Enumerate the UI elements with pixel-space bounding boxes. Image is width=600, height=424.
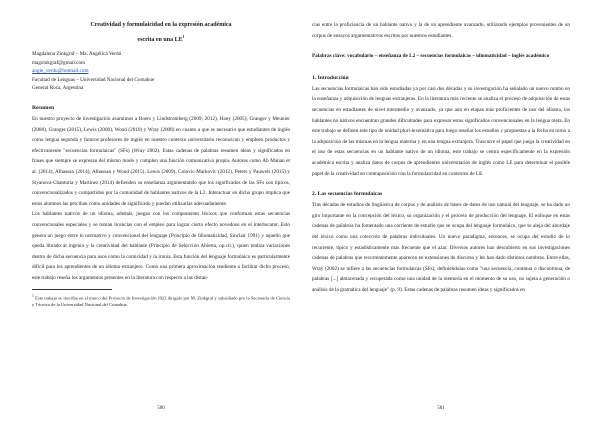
abstract-heading: Resumen: [32, 104, 55, 111]
email-2-link[interactable]: angie_verdu@hotmail.com: [32, 68, 89, 75]
left-page: [32, 0, 290, 424]
footnote-text: Este trabajo se inscribe en el marco del Proyecto de Investigación J023 dirigido por M. Zinkgraf y subsidiado por la Secretaría de Ciencia y Técnica de la Universidad Nacional del Comahue.: [32, 296, 291, 308]
footnote: [32, 293, 290, 308]
abstract-continuation: cias entre la proficiencia de un hablante nativo y la de un aprendiente avanzado, utilizando ejemplos provenientes de un corpus de ensayos argumentativos escritos por nuestros estudiantes.: [312, 22, 570, 39]
email-1: magzinkgraf@gmail.com: [32, 59, 86, 66]
section-1-paragraph: Las secuencias formulaicas han sido estudiadas ya por casi dos décadas y su investigación ha señalado un nuevo rumbo en la enseñanza y adquisición de lenguas extranjeras. En la literatura más reciente se analiza el proceso de adquisición de estas secuencias en estudiantes de nivel intermedio y avanzado, ya que aún en etapas más proficientes de uso del idioma, los hablantes no nativos encuentran grandes dificultades para expresar estos significados convencionales en la lengua meta. En este trabajo se definen este tipo de unidad pluri-lexemática para luego reseñar los estudios y propuestas a la fecha en torno a la adquisición de las mismas en la lengua materna y en una lengua extranjera. Trascurre el papel que juega la creatividad en el uso de estas secuencias en un hablante nativo de un idioma, este trabajo se centra específicamente en la expresión académica escrita y analiza datos de corpus de aprendientes universitarios de inglés como LE para determinar el posible papel de la creatividad en contraposición con la formulaicidad en contextos de LE.: [312, 85, 570, 177]
title-line-2-text: escrita en una LE: [137, 37, 183, 43]
authors: Magdalena Zinkgraf – Ma. Angélica Verdú: [32, 51, 122, 57]
footnote-mark: 1: [32, 294, 34, 299]
section-2-heading: 2. Las secuencias formulaicas: [312, 191, 383, 198]
author-block: [32, 50, 290, 93]
page-number-right: 581: [437, 406, 445, 411]
affiliation: Facultad de Lenguas – Universidad Nacional del Comahue: [32, 76, 155, 83]
page-number-left: 580: [157, 406, 165, 411]
keywords: Palabras clave: vocabulario – enseñanza de L2 – secuencias formulaicas – idiomaticidad – inglés académico: [312, 53, 550, 60]
section-1-heading: 1. Introducción: [312, 74, 349, 81]
right-page: [312, 0, 570, 424]
footnote-divider: [32, 289, 112, 290]
title-line-1: Creatividad y formulaicidad en la expresión académica: [90, 22, 232, 28]
abstract-paragraph-1: En nuestro proyecto de investigación asumimos a Boers y Lindstromberg (2009; 2012), Hoey (2005), Granger y Meunier (2008), Granger (2015), Lewis (2000), Wood (2010) y Wray (2008) en cuanto a que es necesario que estudiantes de inglés como lengua segunda y futuros profesores de inglés en nuestro contexto universitario reconozcan y empleen productos y efectivamente "secuencias formulaicas" (SFs) (Wray 2002). Estas cadenas de palabras resumen ideas y significados en frases que siempre se expresan del mismo modo y cumplen una función comunicativa propia. Autores como Ab Manan et al. (2014), Alhassan (2014), Alhassan y Wood (2015), Lewis (2009), Colovic-Markovic (2012), Peters y Pauwels (2015) y Siyanova-Chanturia y Martinez (2014) defienden su enseñanza argumentando que los significados de las SFs son típicos, convencionalizados y compartidos por la comunidad de hablantes nativos de la L2. Interactuar en dicho grupo implica que estos alumnos las perciban como unidades de significado y puedan utilizarlas adecuadamente.: [32, 115, 290, 207]
section-2-paragraph: Tras décadas de estudios de lingüística de corpus y de análisis de bases de datos de uso natural del lenguaje, se ha dado un giro importante en la concepción del léxico, su organización y el proceso de producción del lenguaje. El enfoque en estas cadenas de palabras ha fomentado una corriente de estudio que se ocupa del lenguaje formulaico, que se aleja del abordaje del léxico como una colección de palabras individuales. Un nuevo paradigma, entonces, se ocupa del estudio de lo recurrente, típico y estadísticamente más frecuente que el azar. Diversos autores han descubierto en sus investigaciones cadenas de palabras que recurrentemente aparecen en extensiones de discurso y les han dado distintos nombres. Entre ellas, Wray (2002) se refiere a las secuencias formulaicas (SFs), definiéndolas como "una secuencia, continua o discontinua, de palabras [...] almacenada y recuperada como una unidad de la memoria en el momento de su uso, no sujeta a generación o análisis de la gramática del lenguaje" (p. 9). Estas cadenas de palabras resumen ideas y significados en: [312, 202, 570, 293]
abstract-paragraph-2: Los hablantes nativos de un idioma, además, juegan con los componentes léxicos que conforman estas secuencias convencionales especiales y se toman licencias con el empleo para lograr cierto efecto novedoso en el interlocutor. Esto genera un juego entre lo normativo y convencional del lenguaje (Principio de Idiomaticidad, Sinclair 1991) y aquello que queda librado al ingenio y la creatividad del hablante (Principio de Selección Abierta, op.cit.), quien realiza variaciones dentro de dicha secuencia para usos como la comicidad y la ironía. Esta función del lenguaje formulaico es particularmente difícil para los aprendientes de un idioma extranjero. Como una primera aproximación tendiente a facilitar dicho proceso, este trabajo reseña los argumentos presentes en la literatura con respecto a las distan-: [32, 211, 290, 281]
title-line-2: [32, 31, 290, 46]
paper-title: [32, 20, 290, 46]
title-footnote-mark: 1: [182, 34, 185, 39]
location: General Roca, Argentina: [32, 85, 84, 92]
